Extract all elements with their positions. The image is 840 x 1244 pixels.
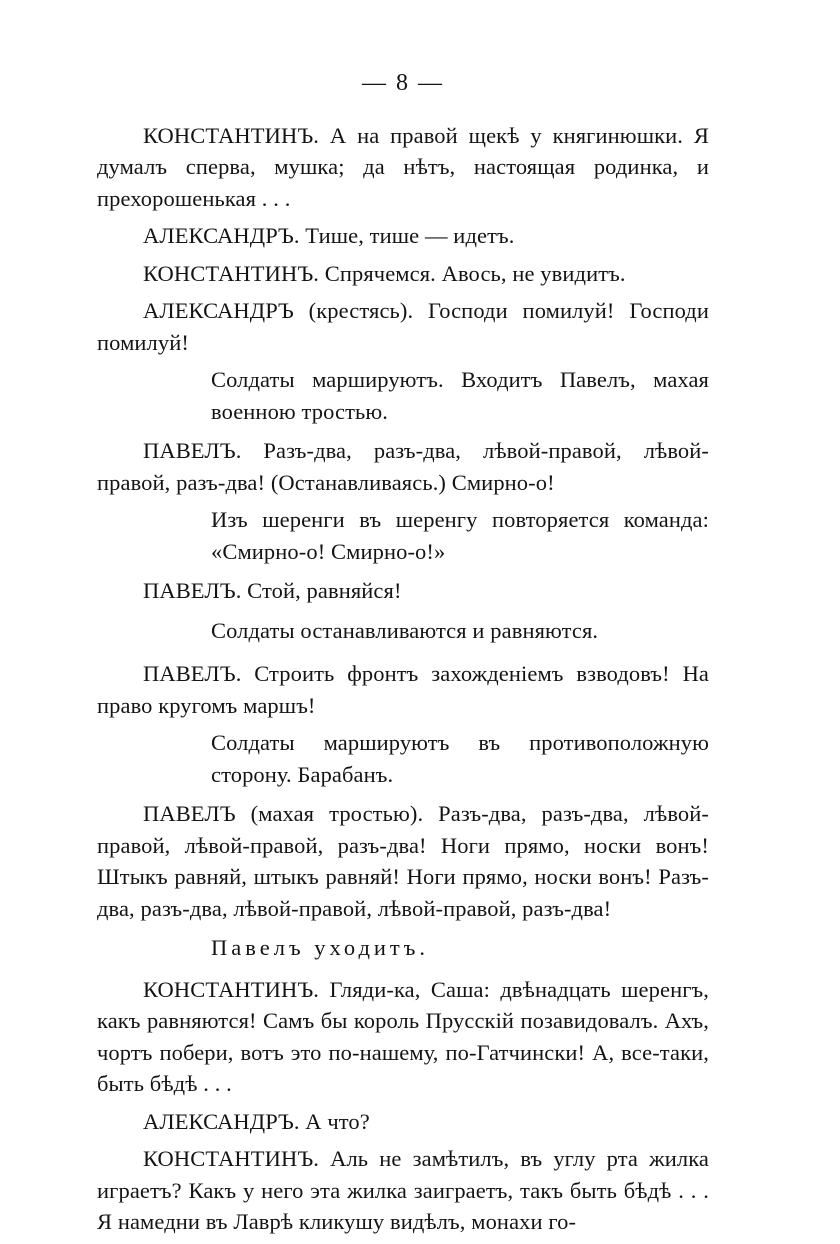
speech-alexander-2: АЛЕКСАНДРЪ (крестясь). Господи помилуй! Господи помилуй!: [97, 298, 709, 355]
speech-alexander-1: АЛЕКСАНДРЪ. Тише, тише — идетъ.: [143, 223, 515, 248]
speech-konstantin-1: КОНСТАНТИНЪ. А на правой щекѣ у княгинюшки. Я думалъ сперва, мушка; да нѣтъ, настоящая родинка, и прехорошенькая . . .: [97, 122, 709, 211]
speech-pavel-3: ПАВЕЛЪ. Строить фронтъ захожденіемъ взводовъ! На право кругомъ маршъ!: [97, 661, 709, 718]
book-page: [97, 68, 709, 1244]
stage-direction-halt: Солдаты останавливаются и равняются.: [211, 617, 599, 643]
speech-konstantin-4: КОНСТАНТИНЪ. Аль не замѣтилъ, въ углу рта жилка играетъ? Какъ у него эта жилка заиграетъ, такъ быть бѣдѣ . . . Я намедни въ Лаврѣ кликушу видѣлъ, монахи го-: [97, 1146, 709, 1234]
speech-pavel-4: ПАВЕЛЪ (махая тростью). Разъ-два, разъ-два, лѣвой-правой, лѣвой-правой, разъ-два! Ноги прямо, носки вонъ! Штыкъ равняй, штыкъ равняй! Ноги прямо, носки вонъ! Разъ-два, разъ-два, лѣвой-правой, лѣвой-правой, разъ-два!: [97, 801, 709, 921]
stage-direction-march: Солдаты маршируютъ въ противоположную сторону. Барабанъ.: [211, 730, 709, 787]
speech-konstantin-2: КОНСТАНТИНЪ. Спрячемся. Авось, не увидитъ.: [143, 260, 626, 286]
speech-pavel-2: ПАВЕЛЪ. Стой, равняйся!: [143, 578, 402, 603]
page-number: — 8 —: [362, 70, 444, 96]
speech-alexander-3: АЛЕКСАНДРЪ. А что?: [143, 1108, 370, 1134]
speech-pavel-1: ПАВЕЛЪ. Разъ-два, разъ-два, лѣвой-правой, лѣвой-правой, разъ-два! (Останавливаясь.) Смирно-о!: [97, 438, 709, 495]
speech-konstantin-3: КОНСТАНТИНЪ. Гляди-ка, Саша: двѣнадцать шеренгъ, какъ равняются! Самъ бы король Прусскій позавидовалъ. Ахъ, чортъ побери, вотъ это по-нашему, по-Гатчински! А, все-таки, быть бѣдѣ . . .: [97, 976, 709, 1096]
stage-direction-exit-pavel: Павелъ уходитъ.: [211, 935, 430, 960]
stage-direction-enter-pavel: Солдаты маршируютъ. Входитъ Павелъ, махая военною тростью.: [211, 367, 709, 424]
stage-direction-command: Изъ шеренги въ шеренгу повторяется команда: «Смирно-о! Смирно-о!»: [211, 507, 709, 564]
